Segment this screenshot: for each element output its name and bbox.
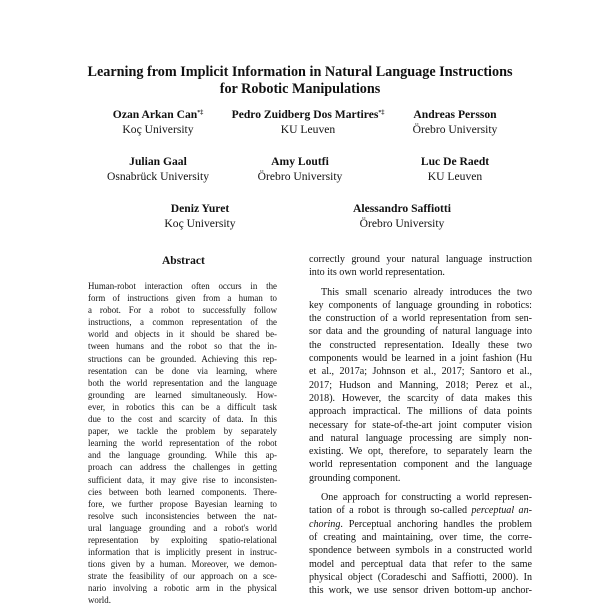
author-name: Andreas Persson xyxy=(413,108,497,121)
body-line: the construction of a world representation from sen- xyxy=(309,313,532,325)
body-line: world representation component and the language xyxy=(309,459,532,471)
abstract-line: sufficient data, it may give rise to inconsisten- xyxy=(88,474,277,485)
body-line: tation of a robot is through so-called perceptual an- xyxy=(309,505,532,517)
abstract-line: grounding are learned simultaneously. How- xyxy=(88,389,277,400)
abstract-line: world and objects in it should be shared be- xyxy=(88,329,277,340)
abstract-body xyxy=(88,280,277,607)
abstract-line: world. xyxy=(88,595,111,606)
author-name: Amy Loutfi xyxy=(271,155,329,168)
author-affiliation: Örebro University xyxy=(359,217,445,230)
abstract-line: ever, in robotics this can be a difficult task xyxy=(88,401,277,412)
author-block xyxy=(240,154,360,184)
author-affiliation: Koç University xyxy=(164,217,236,230)
abstract-line: instructions, a common representation of the xyxy=(88,317,277,328)
author-block xyxy=(88,107,228,137)
abstract-line: due to the cost and scarcity of data. In this xyxy=(88,414,277,425)
body-line: and natural language processing are simply non- xyxy=(309,432,532,444)
abstract-line: Human-robot interaction often occurs in the xyxy=(88,281,277,291)
abstract-line: form of instructions given from a human to xyxy=(88,293,277,304)
body-line: sor data and the grounding of natural language into xyxy=(309,326,532,338)
abstract-line: a robot. For a robot to successfully follow xyxy=(88,305,277,316)
body-line: existing. We opt, therefore, to separately learn the xyxy=(309,446,532,458)
title-line-1: Learning from Implicit Information in Natural Language Instructions xyxy=(87,64,513,80)
body-line: 2018). However, the scarcity of data makes this xyxy=(309,392,532,404)
body-line: spondence between symbols in a constructed world xyxy=(309,545,532,557)
abstract-line: information that is implicitly present in instruc- xyxy=(88,547,277,558)
author-name: Alessandro Saffiotti xyxy=(352,202,451,215)
author-affiliation: Örebro University xyxy=(257,170,343,183)
abstract-line: structions can be grounded. Achieving this rep- xyxy=(88,353,277,364)
abstract-line: tions given by a human. Moreover, we demon- xyxy=(88,559,277,570)
body-line: physical object (Coradeschi and Saffiotti, 2000). In xyxy=(309,571,532,583)
abstract-line: learning the world representation of the robot xyxy=(88,438,277,449)
author-affiliation: Koç University xyxy=(122,123,194,136)
author-name: Ozan Arkan Can*‡ xyxy=(112,108,204,121)
author-block xyxy=(218,107,398,137)
body-line: grounding component. xyxy=(309,472,401,484)
body-line: key components of language grounding in robotics: xyxy=(309,299,532,311)
abstract-line: nario involving a robotic arm in the physical xyxy=(88,583,277,594)
abstract-line: fore, we further propose Bayesian learning to xyxy=(88,498,277,509)
body-line: necessary for state-of-the-art joint computer vision xyxy=(309,419,532,431)
author-name: Luc De Raedt xyxy=(420,155,490,168)
author-name: Pedro Zuidberg Dos Martires*‡ xyxy=(231,108,385,121)
author-affiliation: Örebro University xyxy=(412,123,498,136)
author-block xyxy=(337,201,467,231)
author-block xyxy=(140,201,260,231)
body-line: model and perceptual data that refer to the same xyxy=(309,558,532,570)
abstract-line: resentation can be done via learning, where xyxy=(88,365,277,376)
abstract-line: strate the feasibility of our approach on a sce- xyxy=(88,571,277,582)
abstract-line: resolve such inconsistencies between the nat- xyxy=(88,510,277,521)
body-line: approach impractical. The millions of data points xyxy=(309,406,532,418)
author-block xyxy=(88,154,228,184)
author-affiliation: Osnabrück University xyxy=(106,170,210,183)
body-line: choring. Perceptual anchoring handles the problem xyxy=(309,518,532,530)
body-line: this work, we use sensor driven bottom-up anchor- xyxy=(309,585,532,597)
abstract-line: paper, we tackle the problem by separately xyxy=(88,426,277,437)
body-line: the constructed representation. Ideally these two xyxy=(309,339,532,351)
title-line-2: for Robotic Manipulations xyxy=(219,81,381,97)
body-line: 2017; Hudson and Manning, 2018; Perez et al., xyxy=(309,379,532,391)
body-line: components would be learned in a joint fashion (Hu xyxy=(309,353,532,365)
abstract-line: cies between both learned components. There- xyxy=(88,486,277,497)
abstract-heading: Abstract xyxy=(162,255,205,267)
body-line: correctly ground your natural language instruction xyxy=(309,254,532,265)
author-affiliation: KU Leuven xyxy=(427,170,483,183)
abstract-line: representation by exploiting spatio-relational xyxy=(88,534,277,545)
body-line: of creating and maintaining, over time, the corre- xyxy=(309,531,532,543)
body-line: et al., 2017a; Johnson et al., 2017; Santoro et al., xyxy=(309,366,532,378)
author-affiliation: KU Leuven xyxy=(280,123,336,136)
paper-title xyxy=(0,64,600,98)
abstract-line: tween humans and the robot so that the in- xyxy=(88,341,277,352)
body-line: This small scenario already introduces the two xyxy=(321,286,532,298)
body-column-right xyxy=(309,253,532,597)
author-name: Deniz Yuret xyxy=(170,202,230,215)
author-name: Julian Gaal xyxy=(129,155,187,168)
abstract-line: ural language grounding and a robot's world xyxy=(88,522,277,533)
author-block xyxy=(395,154,515,184)
author-block xyxy=(395,107,515,137)
abstract-line: and the language grounding. While this ap- xyxy=(88,450,277,461)
abstract-line: both the world representation and the language xyxy=(88,377,277,388)
body-line: into its own world representation. xyxy=(309,267,445,279)
body-line: One approach for constructing a world represen- xyxy=(321,492,532,504)
abstract-line: proach can address the challenges in getting xyxy=(88,462,277,473)
